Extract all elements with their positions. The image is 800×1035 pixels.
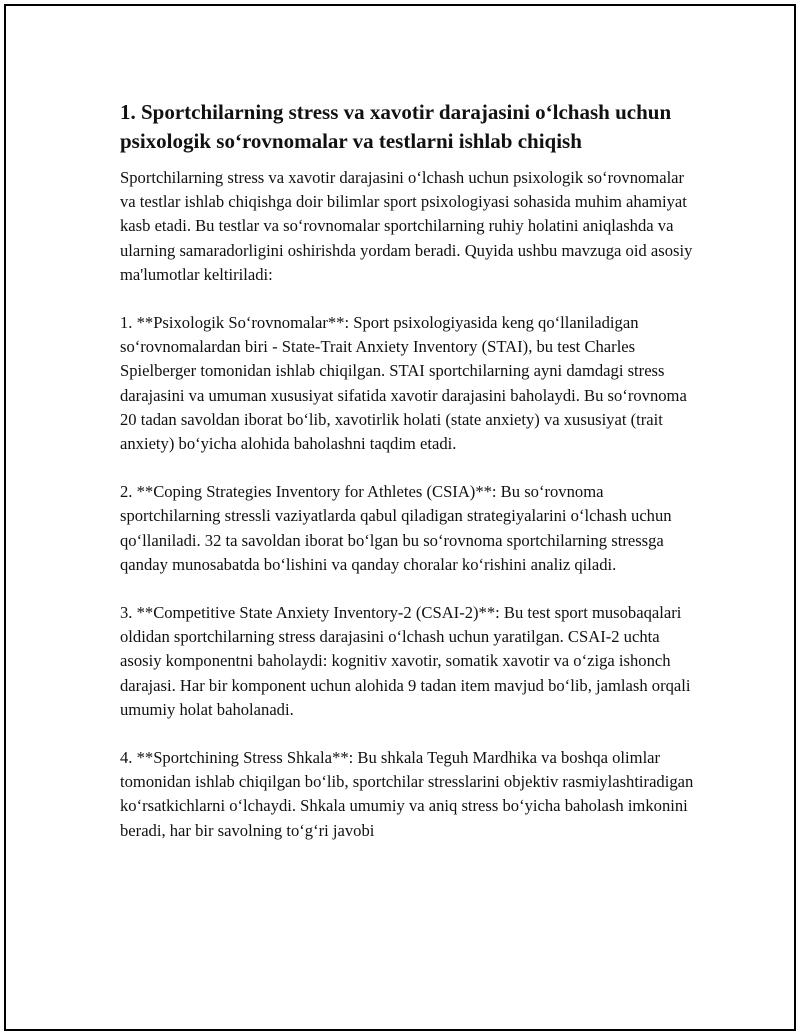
paragraph-csia: 2. **Coping Strategies Inventory for Athletes (CSIA)**: Bu so‘rovnoma sportchilarning stressli vaziyatlarda qabul qiladigan strategiyalarini o‘lchash uchun qo‘llaniladi. 32 ta savoldan iborat bo‘lgan bu so‘rovnoma sportchilarning stressga qanday munosabatda bo‘lishini va qanday choralar ko‘rishini analiz qiladi.: [120, 482, 672, 574]
document-body: [120, 98, 700, 867]
document-title: 1. Sportchilarning stress va xavotir darajasini o‘lchash uchun psixologik so‘rovnomalar va testlarni ishlab chiqish: [120, 100, 672, 153]
intro-paragraph: Sportchilarning stress va xavotir darajasini o‘lchash uchun psixologik so‘rovnomalar va testlar ishlab chiqishga doir bilimlar sport psixologiyasi sohasida muhim ahamiyat kasb etadi. Bu testlar va so‘rovnomalar sportchilarning ruhiy holatini aniqlashda va ularning samaradorligini oshirishda yordam beradi. Quyida ushbu mavzuga oid asosiy ma'lumotlar keltiriladi:: [120, 168, 693, 284]
paragraph-csai2: 3. **Competitive State Anxiety Inventory-2 (CSAI-2)**: Bu test sport musobaqalari oldidan sportchilarning stress darajasini o‘lchash uchun yaratilgan. CSAI-2 uchta asosiy komponentni baholaydi: kognitiv xavotir, somatik xavotir va o‘ziga ishonch darajasi. Har bir komponent uchun alohida 9 tadan item mavjud bo‘lib, jamlash orqali umumiy holat baholanadi.: [120, 603, 691, 719]
paragraph-stress-scale: 4. **Sportchining Stress Shkala**: Bu shkala Teguh Mardhika va boshqa olimlar tomonidan ishlab chiqilgan bo‘lib, sportchilar stresslarini objektiv rasmiylashtiradigan ko‘rsatkichlarni o‘lchaydi. Shkala umumiy va aniq stress bo‘yicha baholash imkonini beradi, har bir savolning to‘g‘ri javobi: [120, 748, 694, 840]
paragraph-stai: 1. **Psixologik So‘rovnomalar**: Sport psixologiyasida keng qo‘llaniladigan so‘rovnomalardan biri - State-Trait Anxiety Inventory (STAI), bu test Charles Spielberger tomonidan ishlab chiqilgan. STAI sportchilarning ayni damdagi stress darajasini va umuman xususiyat sifatida xavotir darajasini baholaydi. Bu so‘rovnoma 20 tadan savoldan iborat bo‘lib, xavotirlik holati (state anxiety) va xususiyat (trait anxiety) bo‘yicha alohida baholashni taqdim etadi.: [120, 313, 687, 454]
page-frame: [4, 4, 796, 1031]
